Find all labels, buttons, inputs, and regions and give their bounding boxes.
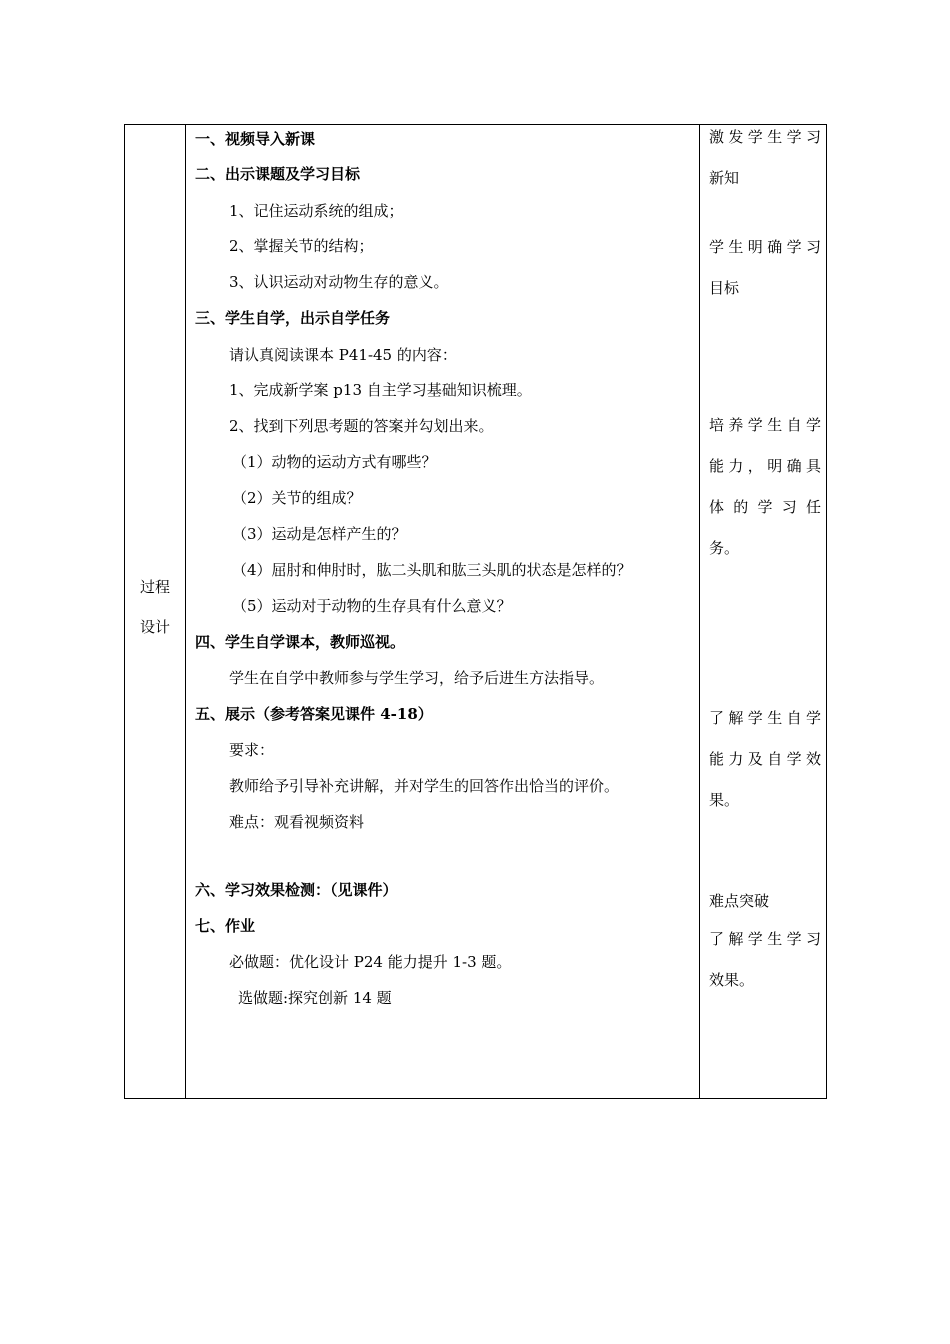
intent-note xyxy=(709,698,821,821)
intent-note xyxy=(709,117,821,199)
question-item: （4）屈肘和伸肘时，肱二头肌和肱三头肌的状态是怎样的？ xyxy=(232,561,632,579)
teacher-guidance: 教师给予引导补充讲解，并对学生的回答作出恰当的评价。 xyxy=(229,777,620,795)
lesson-plan-table xyxy=(124,124,827,1099)
goal-item: 3、认识运动对动物生存的意义。 xyxy=(229,273,449,291)
section-label-line: 过程 xyxy=(139,578,170,596)
note-line: 了解学生自学 xyxy=(709,709,821,727)
requirement-label: 要求： xyxy=(229,741,275,759)
note-line: 了解学生学习 xyxy=(709,930,821,948)
heading-homework: 七、作业 xyxy=(195,917,256,935)
note-line: 能力，明确具 xyxy=(709,457,821,475)
note-line: 难点突破 xyxy=(709,892,770,910)
note-line: 能力及自学效 xyxy=(709,750,821,768)
question-item: （3）运动是怎样产生的？ xyxy=(232,525,407,543)
task-item: 2、找到下列思考题的答案并勾划出来。 xyxy=(229,417,494,435)
heading-presentation: 五、展示（参考答案见课件 4-18） xyxy=(195,705,433,723)
note-line: 效果。 xyxy=(709,971,755,989)
homework-required: 必做题：优化设计 P24 能力提升 1-3 题。 xyxy=(229,953,512,971)
note-line: 培养学生自学 xyxy=(709,416,821,434)
question-item: （2）关节的组成？ xyxy=(232,489,362,507)
goal-item: 1、记住运动系统的组成； xyxy=(229,202,404,220)
note-line: 目标 xyxy=(709,279,740,297)
note-line: 务。 xyxy=(709,539,740,557)
note-line: 激发学生学习 xyxy=(709,128,821,146)
intent-note xyxy=(709,885,821,918)
process-content-cell xyxy=(186,125,699,1098)
design-intent-cell xyxy=(700,125,826,1098)
reading-instruction: 请认真阅读课本 P41-45 的内容： xyxy=(229,346,457,364)
heading-assessment: 六、学习效果检测：（见课件） xyxy=(195,881,398,899)
self-study-text: 学生在自学中教师参与学生学习，给予后进生方法指导。 xyxy=(229,669,605,687)
note-line: 体的学习任 xyxy=(709,498,821,516)
intent-note xyxy=(709,227,821,309)
goal-item: 2、掌握关节的结构； xyxy=(229,237,374,255)
heading-student-study: 四、学生自学课本，教师巡视。 xyxy=(195,633,406,651)
intent-note xyxy=(709,919,821,1001)
note-line: 果。 xyxy=(709,791,740,809)
heading-self-study: 三、学生自学，出示自学任务 xyxy=(195,309,391,327)
section-label-cell xyxy=(125,125,185,1098)
question-item: （5）运动对于动物的生存具有什么意义？ xyxy=(232,597,512,615)
section-label-line: 设计 xyxy=(139,618,170,636)
heading-topic-goals: 二、出示课题及学习目标 xyxy=(195,165,361,183)
note-line: 学生明确学习 xyxy=(709,238,821,256)
intent-note xyxy=(709,405,821,569)
note-line: 新知 xyxy=(709,169,740,187)
difficulty-text: 难点：观看视频资料 xyxy=(229,813,365,831)
heading-video-intro: 一、视频导入新课 xyxy=(195,130,316,148)
task-item: 1、完成新学案 p13 自主学习基础知识梳理。 xyxy=(229,381,532,399)
question-item: （1）动物的运动方式有哪些？ xyxy=(232,453,437,471)
homework-optional: 选做题:探究创新 14 题 xyxy=(238,989,392,1007)
